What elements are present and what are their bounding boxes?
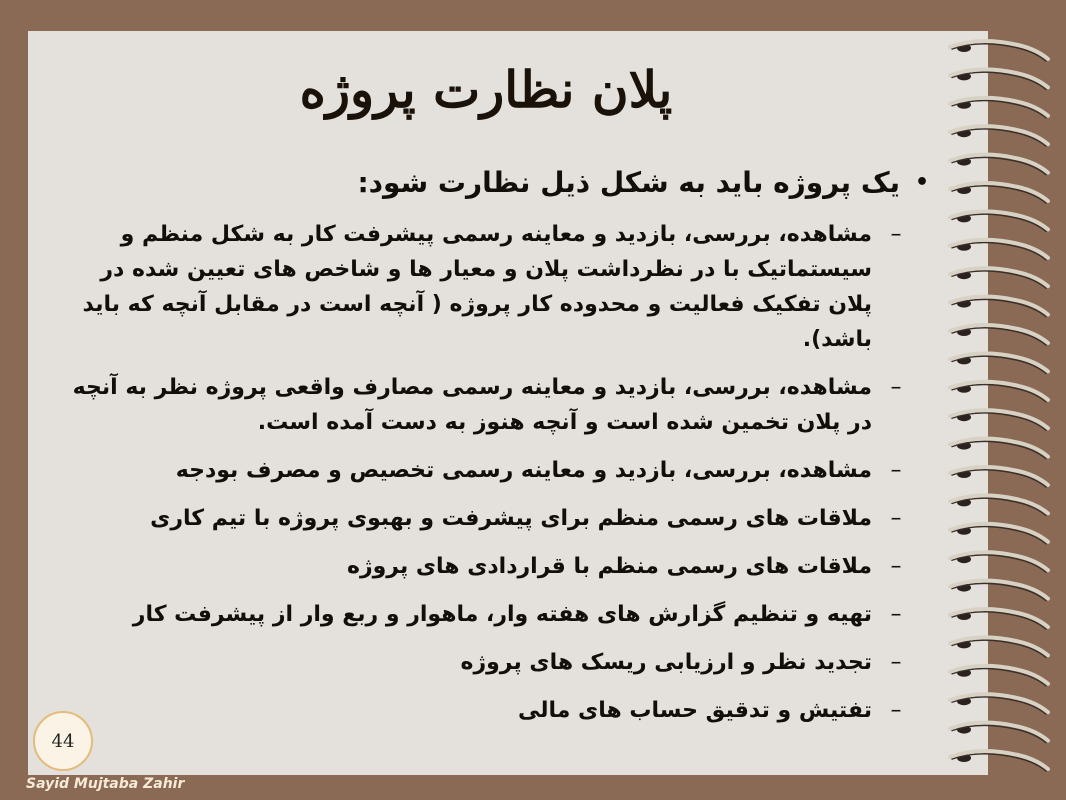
dash-icon: – — [890, 375, 902, 400]
spiral-ring — [950, 155, 1048, 175]
spiral-ring — [950, 552, 1048, 572]
list-item — [50, 549, 906, 584]
slide-title: پلان نظارت پروژه — [299, 60, 673, 119]
spiral-ring — [950, 297, 1048, 317]
spiral-ring — [950, 581, 1048, 601]
list-item — [50, 597, 906, 632]
spiral-ring — [950, 467, 1048, 487]
sub-item-list — [50, 217, 930, 728]
dash-icon: – — [890, 222, 902, 247]
dash-icon: – — [890, 506, 902, 531]
spiral-ring — [950, 211, 1048, 231]
list-item-text: مشاهده، بررسی، بازدید و معاینه رسمی پیشرفت کار به شکل منظم و سیستماتیک با در نظرداشت پلان و معیار ها و شاخص های تعیین شده در پلان تفکیک فعالیت و محدوده کار پروژه ( آنچه است در مقابل آنچه که باید باشد). — [82, 222, 872, 352]
spiral-ring — [950, 609, 1048, 629]
spiral-ring — [950, 382, 1048, 402]
list-item — [50, 453, 906, 488]
spiral-ring — [950, 41, 1048, 61]
page-number: 44 — [51, 730, 75, 752]
page-number-badge — [33, 711, 93, 771]
spiral-ring — [950, 694, 1048, 714]
spiral-ring — [950, 325, 1048, 345]
dash-icon: – — [890, 554, 902, 579]
list-item-text: تهیه و تنظیم گزارش های هفته وار، ماهوار و ربع وار از پیشرفت کار — [132, 602, 872, 627]
bullet-dot-icon: • — [914, 170, 930, 195]
spiral-ring — [950, 69, 1048, 89]
list-item — [50, 501, 906, 536]
list-item-text: تجدید نظر و ارزیابی ریسک های پروژه — [460, 650, 872, 675]
list-item — [50, 370, 906, 440]
spiral-ring — [950, 126, 1048, 146]
list-item — [50, 693, 906, 728]
dash-icon: – — [890, 602, 902, 627]
spiral-ring — [950, 524, 1048, 544]
spiral-binding-icon — [940, 34, 1066, 774]
dash-icon: – — [890, 698, 902, 723]
author-name: Sayid Mujtaba Zahir — [26, 776, 185, 792]
spiral-ring — [950, 439, 1048, 459]
spiral-ring — [950, 268, 1048, 288]
list-item-text: مشاهده، بررسی، بازدید و معاینه رسمی مصارف واقعی پروژه نظر به آنچه در پلان تخمین شده است و آنچه هنوز به دست آمده است. — [72, 375, 872, 435]
list-item-text: ملاقات های رسمی منظم برای پیشرفت و بهبوی پروژه با تیم کاری — [150, 506, 872, 531]
list-item — [50, 645, 906, 680]
spiral-ring — [950, 666, 1048, 686]
spiral-ring — [950, 183, 1048, 203]
spiral-ring — [950, 751, 1048, 771]
list-item-text: مشاهده، بررسی، بازدید و معاینه رسمی تخصیص و مصرف بودجه — [175, 458, 872, 483]
spiral-ring — [950, 410, 1048, 430]
spiral-ring — [950, 240, 1048, 260]
spiral-ring — [950, 98, 1048, 118]
main-bullet-text: یک پروژه باید به شکل ذیل نظارت شود: — [357, 166, 900, 199]
spiral-ring — [950, 723, 1048, 743]
list-item-text: تفتیش و تدقیق حساب های مالی — [518, 698, 872, 723]
dash-icon: – — [890, 650, 902, 675]
list-item — [50, 217, 906, 357]
dash-icon: – — [890, 458, 902, 483]
spiral-ring — [950, 353, 1048, 373]
list-item-text: ملاقات های رسمی منظم با قراردادی های پروژه — [346, 554, 872, 579]
slide-content — [50, 163, 930, 741]
spiral-ring — [950, 637, 1048, 657]
main-bullet — [50, 163, 930, 203]
spiral-ring — [950, 495, 1048, 515]
